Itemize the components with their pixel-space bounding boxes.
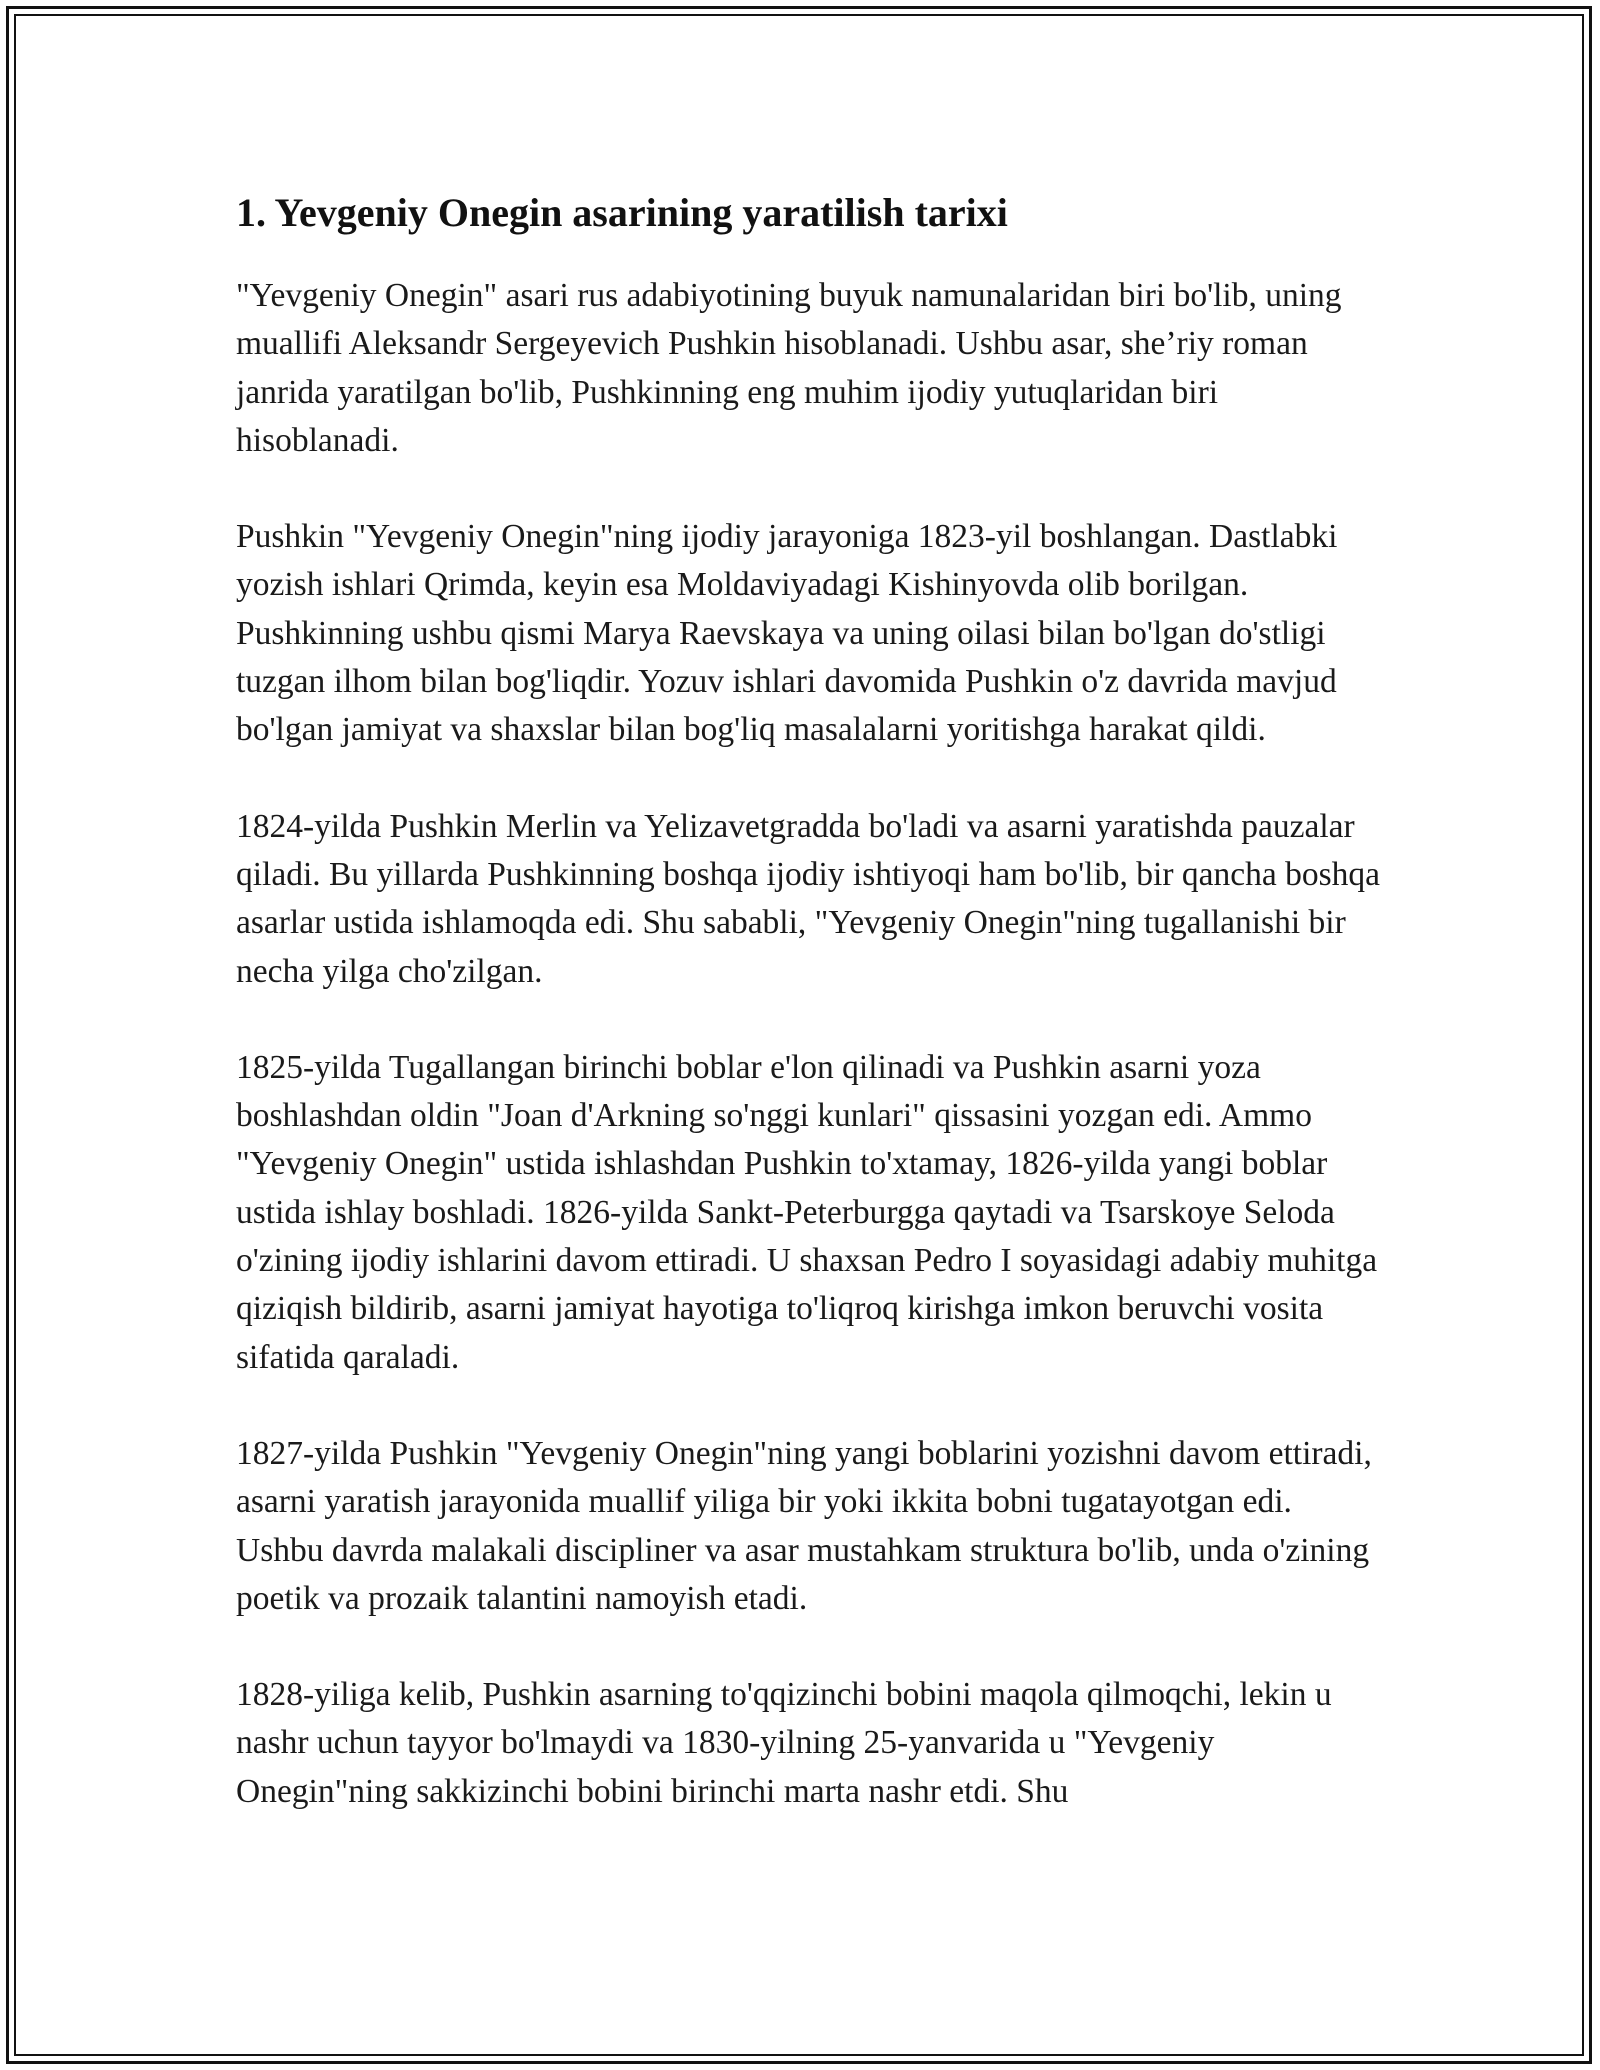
paragraph-5: 1827-yilda Pushkin "Yevgeniy Onegin"ning yangi boblarini yozishni davom ettiradi, asarni yaratish jarayonida muallif yiliga bir yoki ikkita bobni tugatayotgan edi. Ushbu davrda malakali discipliner va asar mustahkam struktura bo'lib, unda o'zining poetik va prozaik talantini namoyish etadi. — [236, 1434, 1372, 1617]
paragraph-1: "Yevgeniy Onegin" asari rus adabiyotining buyuk namunalaridan biri bo'lib, uning muallifi Aleksandr Sergeyevich Pushkin hisoblanadi. Ushbu asar, she’riy roman janrida yaratilgan bo'lib, Pushkinning eng muhim ijodiy yutuqlaridan biri hisoblanadi. — [236, 277, 1342, 459]
document-body — [236, 180, 1386, 1864]
paragraph-3: 1824-yilda Pushkin Merlin va Yelizavetgradda bo'ladi va asarni yaratishda pauzalar qiladi. Bu yillarda Pushkinning boshqa ijodiy ishtiyoqi ham bo'lib, bir qancha boshqa asarlar ustida ishlamoqda edi. Shu sababli, "Yevgeniy Onegin"ning tugallanishi bir necha yilga cho'zilgan. — [236, 807, 1381, 990]
paragraph-6: 1828-yiliga kelib, Pushkin asarning to'qqizinchi bobini maqola qilmoqchi, lekin u nashr uchun tayyor bo'lmaydi va 1830-yilning 25-yanvarida u "Yevgeniy Onegin"ning sakkizinchi bobini birinchi marta nashr etdi. Shu — [236, 1676, 1332, 1810]
paragraph-2: Pushkin "Yevgeniy Onegin"ning ijodiy jarayoniga 1823-yil boshlangan. Dastlabki yozish ishlari Qrimda, keyin esa Moldaviyadagi Kishinyovda olib borilgan. Pushkinning ushbu qismi Marya Raevskaya va uning oilasi bilan bo'lgan do'stligi tuzgan ilhom bilan bog'liqdir. Yozuv ishlari davomida Pushkin o'z davrida mavjud bo'lgan jamiyat va shaxslar bilan bog'liq masalalarni yoritishga harakat qildi. — [236, 518, 1338, 749]
section-heading: 1. Yevgeniy Onegin asarining yaratilish tarixi — [236, 190, 1008, 235]
paragraph-4: 1825-yilda Tugallangan birinchi boblar e'lon qilinadi va Pushkin asarni yoza boshlashdan oldin "Joan d'Arkning so'nggi kunlari" qissasini yozgan edi. Ammo "Yevgeniy Onegin" ustida ishlashdan Pushkin to'xtamay, 1826-yilda yangi boblar ustida ishlay boshladi. 1826-yilda Sankt-Peterburgga qaytadi va Tsarskoye Seloda o'zining ijodiy ishlarini davom ettiradi. U shaxsan Pedro I soyasidagi adabiy muhitga qiziqish bildirib, asarni jamiyat hayotiga to'liqroq kirishga imkon beruvchi vosita sifatida qaraladi. — [236, 1048, 1378, 1376]
